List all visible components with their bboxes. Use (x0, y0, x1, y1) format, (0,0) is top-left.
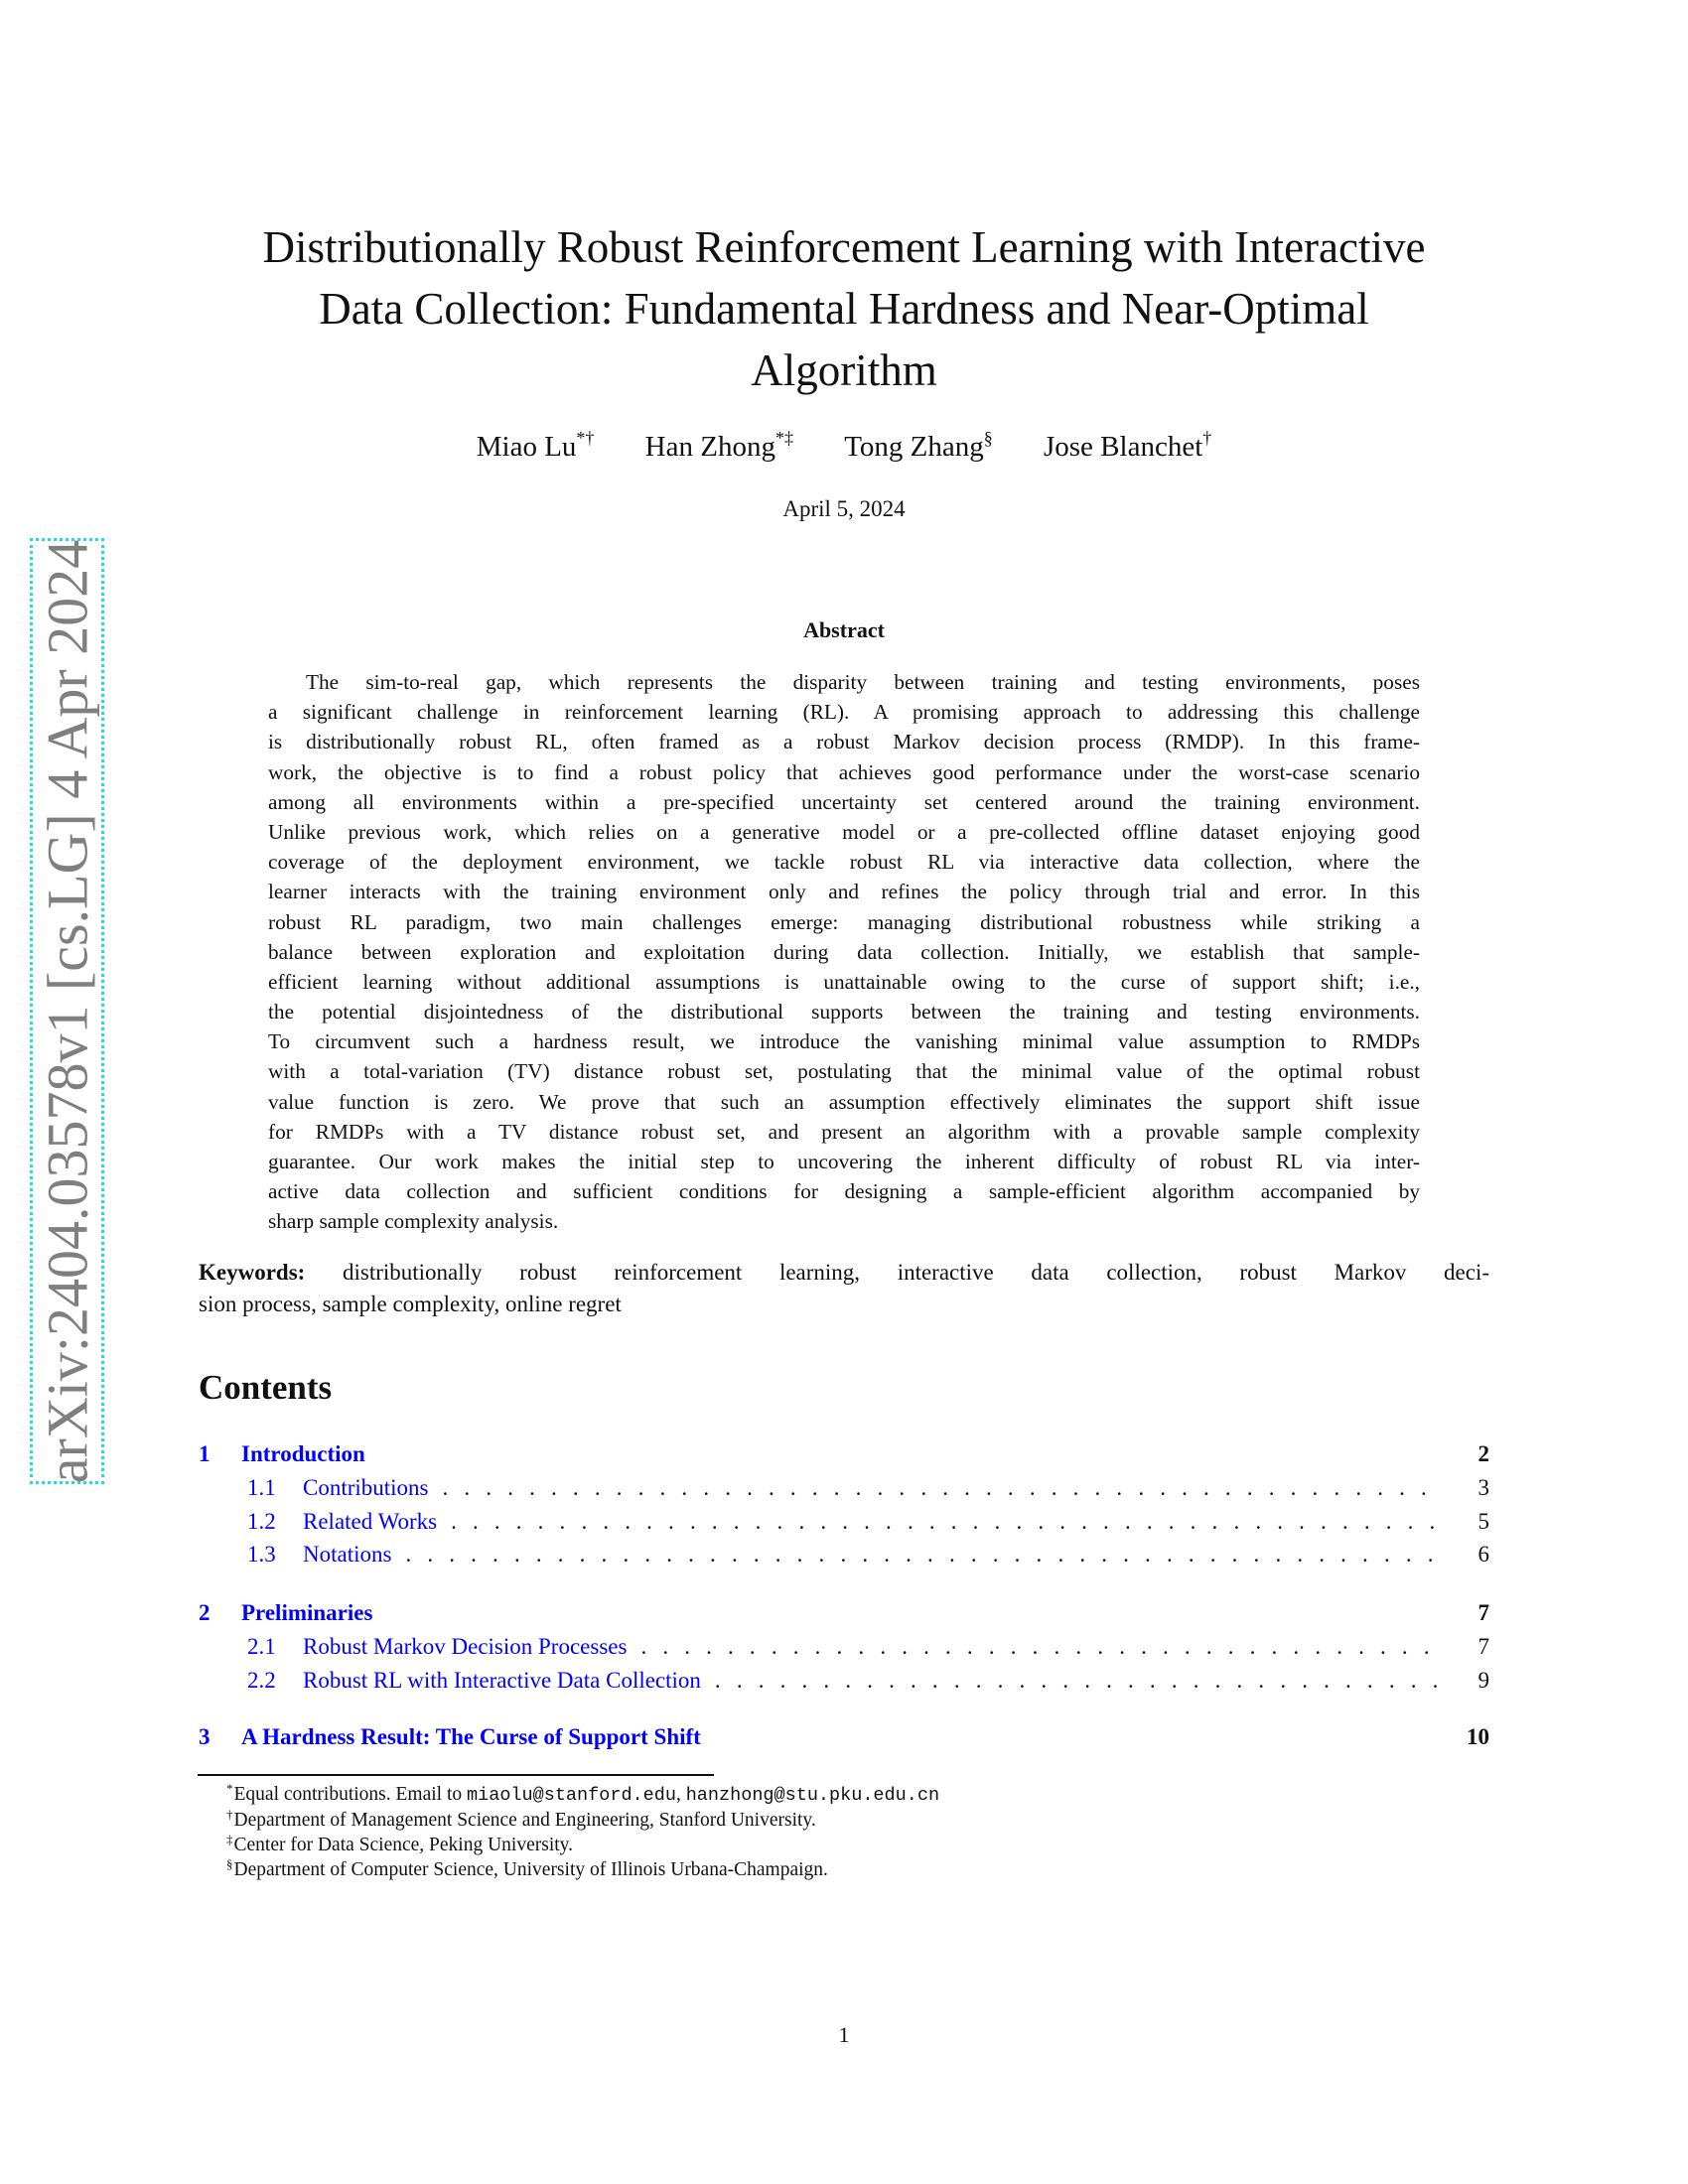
toc-number[interactable]: 1.2 (247, 1509, 276, 1534)
toc-entry-hardness-result[interactable] (199, 1724, 1489, 1754)
toc-entry-notations[interactable] (199, 1542, 1489, 1571)
toc-number[interactable]: 2.2 (247, 1668, 276, 1693)
abstract-line: is distributionally robust RL, often framed as a robust Markov decision process (RMDP). In this frame- (268, 730, 1420, 754)
toc-title[interactable]: Preliminaries (241, 1600, 373, 1625)
toc-title[interactable]: Robust RL with Interactive Data Collection (303, 1668, 701, 1693)
toc-title[interactable]: Contributions (303, 1475, 429, 1500)
abstract-body (268, 667, 1420, 1237)
abstract-line: Unlike previous work, which relies on a generative model or a pre-collected offline dataset enjoying good (268, 819, 1420, 844)
abstract-heading: Abstract (803, 617, 885, 642)
keywords-text: distributionally robust reinforcement learning, interactive data collection, robust Markov deci- (342, 1260, 1489, 1285)
toc-leader-dots (443, 1475, 1438, 1501)
toc-title[interactable]: Related Works (303, 1509, 438, 1534)
abstract-line: coverage of the deployment environment, we tackle robust RL via interactive data collection, where the (268, 850, 1420, 875)
author-name: Jose Blanchet (1043, 431, 1203, 463)
email-link[interactable]: hanzhong@stu.pku.edu.cn (685, 1785, 940, 1806)
affiliation-marks: † (1202, 428, 1212, 448)
toc-title[interactable]: Introduction (241, 1441, 365, 1466)
toc-page: 5 (1477, 1509, 1489, 1534)
arxiv-stamp[interactable] (30, 538, 104, 1484)
toc-title[interactable]: Robust Markov Decision Processes (303, 1634, 628, 1659)
toc-entry-robust-mdp[interactable] (199, 1634, 1489, 1664)
abstract-line: The sim-to-real gap, which represents the disparity between training and testing environments, poses (306, 670, 1420, 694)
footnote-text: Center for Data Science, Peking University. (233, 1835, 574, 1855)
title-line: Distributionally Robust Reinforcement Learning with Interactive (262, 222, 1426, 272)
toc-number[interactable]: 3 (199, 1724, 211, 1749)
footnote-affiliation (226, 1832, 574, 1856)
abstract-line: among all environments within a pre-specified uncertainty set centered around the training environment. (268, 789, 1420, 814)
toc-page: 7 (1477, 1600, 1489, 1625)
affiliation-marks: § (983, 428, 993, 448)
abstract-line: balance between exploration and exploitation during data collection. Initially, we establish that sample- (268, 939, 1420, 964)
toc-entry-preliminaries[interactable] (199, 1600, 1489, 1630)
abstract-line: work, the objective is to find a robust policy that achieves good performance under the worst-case scenario (268, 759, 1420, 784)
toc-number[interactable]: 2.1 (247, 1634, 276, 1659)
toc-number[interactable]: 1.3 (247, 1542, 276, 1567)
page-number: 1 (838, 2022, 850, 2047)
abstract-line: the potential disjointedness of the distributional supports between the training and testing environments. (268, 1000, 1420, 1024)
keywords-label: Keywords: (199, 1260, 306, 1285)
toc-leader-dots (640, 1634, 1438, 1660)
email-link[interactable]: miaolu@stanford.edu (467, 1785, 676, 1806)
footnote-mark: § (226, 1856, 233, 1871)
abstract-line: robust RL paradigm, two main challenges emerge: managing distributional robustness while striking a (268, 909, 1420, 934)
toc-page: 6 (1477, 1542, 1489, 1567)
toc-page: 3 (1477, 1475, 1489, 1500)
abstract-line: efficient learning without additional assumptions is unattainable owing to the curse of support shift; i.e., (268, 969, 1420, 994)
author (1044, 429, 1211, 465)
toc-entry-contributions[interactable] (199, 1475, 1489, 1505)
paper-title (149, 216, 1539, 401)
author (844, 429, 993, 465)
footnote-affiliation (226, 1856, 828, 1881)
author (477, 429, 595, 465)
footnote-mark: ‡ (226, 1832, 233, 1846)
toc-page: 10 (1467, 1724, 1489, 1749)
abstract-line: value function is zero. We prove that such an assumption effectively eliminates the support shift issue (268, 1089, 1420, 1114)
abstract-line: guarantee. Our work makes the initial step to uncovering the inherent difficulty of robust RL via inter- (268, 1150, 1420, 1173)
footnote-text: Department of Computer Science, University of Illinois Urbana-Champaign. (233, 1859, 828, 1880)
toc-entry-robust-rl-interactive[interactable] (199, 1668, 1489, 1698)
toc-title[interactable]: Notations (303, 1542, 392, 1567)
abstract-line: active data collection and sufficient conditions for designing a sample-efficient algorithm accompanied by (268, 1179, 1420, 1204)
author-list (149, 429, 1539, 465)
author-name: Tong Zhang (844, 431, 984, 463)
separator: , (675, 1784, 686, 1805)
toc-leader-dots (405, 1542, 1438, 1568)
footnote-mark: † (226, 1807, 233, 1822)
toc-number[interactable]: 1.1 (247, 1475, 276, 1500)
toc-leader-dots (715, 1668, 1438, 1694)
footnote-text: Equal contributions. Email to (233, 1784, 468, 1805)
contents-heading: Contents (199, 1368, 333, 1407)
footnote-equal-contribution (226, 1781, 940, 1806)
toc-page: 2 (1477, 1441, 1489, 1466)
arxiv-identifier: arXiv:2404.03578v1 [cs.LG] 4 Apr 2024 (35, 539, 99, 1483)
author (645, 429, 793, 465)
toc-title[interactable]: A Hardness Result: The Curse of Support Shift (241, 1724, 701, 1749)
author-name: Han Zhong (644, 431, 775, 463)
title-line: Data Collection: Fundamental Hardness and Near-Optimal (319, 284, 1369, 334)
footnote-mark: * (226, 1781, 233, 1796)
footnote-affiliation (226, 1807, 816, 1832)
abstract-line: with a total-variation (TV) distance robust set, postulating that the minimal value of the optimal robust (268, 1059, 1420, 1084)
abstract-line: sharp sample complexity analysis. (268, 1209, 559, 1234)
keywords-line: sion process, sample complexity, online regret (199, 1292, 622, 1316)
affiliation-marks: *‡ (774, 428, 793, 448)
abstract-line: for RMDPs with a TV distance robust set, and present an algorithm with a provable sample complexity (268, 1119, 1420, 1144)
toc-page: 9 (1477, 1668, 1489, 1693)
publication-date: April 5, 2024 (782, 496, 906, 521)
affiliation-marks: *† (576, 428, 595, 448)
footnote-rule (198, 1774, 714, 1776)
toc-number[interactable]: 2 (199, 1600, 211, 1625)
abstract-line: To circumvent such a hardness result, we introduce the vanishing minimal value assumption to RMDPs (268, 1029, 1420, 1054)
title-line: Algorithm (751, 345, 937, 395)
toc-number[interactable]: 1 (199, 1441, 211, 1466)
toc-entry-related-works[interactable] (199, 1509, 1489, 1539)
keywords-line (199, 1257, 1489, 1289)
author-name: Miao Lu (476, 431, 577, 463)
abstract-line: learner interacts with the training environment only and refines the policy through trial and error. In this (268, 880, 1420, 904)
toc-leader-dots (451, 1509, 1438, 1535)
footnote-text: Department of Management Science and Engineering, Stanford University. (233, 1810, 816, 1831)
keywords (199, 1257, 1489, 1320)
toc-page: 7 (1477, 1634, 1489, 1659)
abstract-line: a significant challenge in reinforcement learning (RL). A promising approach to addressing this challenge (268, 700, 1420, 725)
toc-entry-introduction[interactable] (199, 1441, 1489, 1471)
